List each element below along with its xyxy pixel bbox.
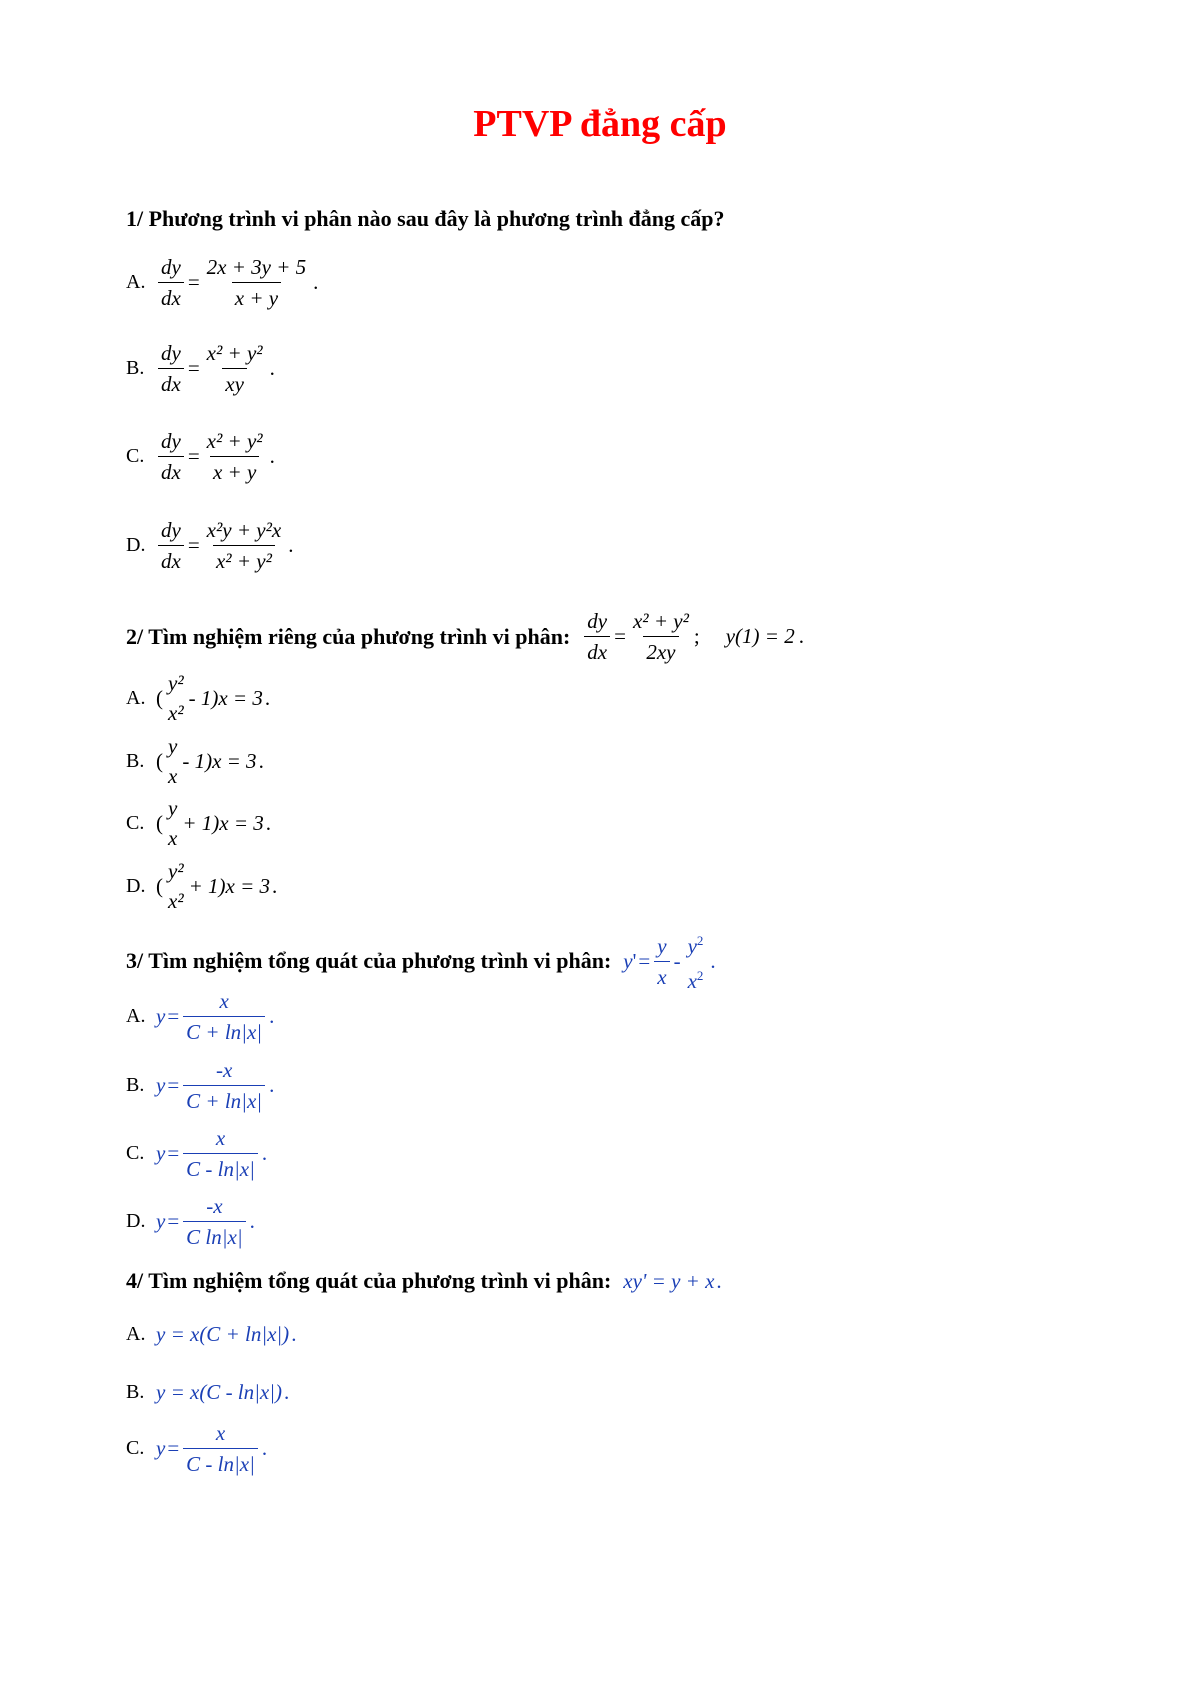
- math-expression: $\frac{dy}{dx}$ = $\frac{\text{x²y + y²x}}{\text{x² + y²}}$ .: [156, 517, 293, 574]
- math-expression: y = $\frac{x}{C - \ln|x|}$ .: [156, 1126, 268, 1181]
- math-expression: y = $\frac{x}{C - \ln|x|}$ .: [156, 1421, 268, 1476]
- question-3: [126, 928, 716, 994]
- q1-option-a: [126, 254, 318, 311]
- option-label: B.: [126, 357, 145, 379]
- q4-option-b: [126, 1380, 289, 1405]
- expression-tail: - 1)x = 3: [188, 685, 263, 710]
- math-expression: y = $\frac{-x}{C + \ln|x|}$ .: [156, 1058, 275, 1113]
- fraction-denominator: C + ln|x|: [183, 1085, 265, 1114]
- option-label: D.: [126, 1210, 146, 1232]
- fraction-numerator: x² + y²: [632, 609, 689, 633]
- math-expression: ( y x + 1)x = 3 .: [156, 796, 271, 850]
- math-expression: y = x(C - ln|x|) .: [156, 1380, 290, 1404]
- expression-text: y = x(C + ln|x|): [156, 1322, 290, 1346]
- fraction-numerator: x²y + y²x: [206, 518, 282, 542]
- fraction-numerator: 2x + 3y + 5: [206, 255, 307, 279]
- math-expression: y = $\frac{x}{C + \ln|x|}$ .: [156, 989, 275, 1044]
- fraction-numerator: -x: [206, 1194, 223, 1218]
- option-label: B.: [126, 1381, 145, 1403]
- q3-option-d: [126, 1193, 255, 1250]
- question-3-text: 3/ Tìm nghiệm tổng quát của phương trình vi phân:: [126, 948, 612, 973]
- math-expression: ( y² x² - 1)x = 3 .: [156, 671, 271, 725]
- fraction-denominator: C ln|x|: [183, 1221, 245, 1250]
- question-2: [126, 608, 804, 665]
- math-expression: $\frac{dy}{dx}$ = $\frac{\text{x² + y²}}{x + y}$ .: [156, 428, 275, 485]
- fraction-denominator: x² + y²: [213, 545, 275, 574]
- q1-option-c: [126, 428, 275, 485]
- q2-option-a: [126, 670, 270, 726]
- q2-option-b: [126, 733, 264, 789]
- question-4-equation: xy' = y + x .: [623, 1268, 722, 1293]
- question-2-text: 2/ Tìm nghiệm riêng của phương trình vi phân:: [126, 623, 571, 649]
- option-label: C.: [126, 1142, 145, 1164]
- fraction-numerator: y: [168, 734, 178, 758]
- fraction-denominator: x: [168, 764, 178, 788]
- math-expression: y = x(C + ln|x|) .: [156, 1322, 297, 1346]
- fraction-numerator: x: [219, 989, 229, 1013]
- fraction-numerator: x: [215, 1421, 226, 1445]
- option-label: A.: [126, 686, 146, 709]
- option-label: A.: [126, 1005, 146, 1027]
- question-4: [126, 1268, 722, 1294]
- fraction-denominator: x: [168, 826, 178, 850]
- option-label: C.: [126, 1437, 145, 1459]
- fraction-denominator: x + y: [210, 456, 259, 485]
- fraction-denominator: x + y: [232, 282, 281, 311]
- q3-option-c: [126, 1125, 267, 1182]
- question-2-equation: $\frac{dy}{dx}$ = $\frac{\text{x² + y²}}{2xy}$ ; y(1) = 2 .: [582, 608, 804, 665]
- math-expression: $\frac{dy}{dx}$ = $\frac{2x + 3y + 5}{x + y}$ .: [156, 254, 318, 311]
- fraction-numerator: y: [168, 796, 178, 820]
- question-3-equation: y ' = $\frac{y}{x}$ - $y^2$ $x^2$ .: [623, 933, 716, 993]
- expression-tail: - 1)x = 3: [182, 748, 257, 773]
- fraction-denominator: x²: [168, 889, 184, 913]
- q2-option-c: [126, 795, 271, 851]
- equation-text: xy' = y + x: [623, 1268, 715, 1293]
- fraction-numerator: x² + y²: [206, 429, 263, 453]
- fraction-denominator: C + ln|x|: [183, 1016, 265, 1045]
- option-label: B.: [126, 1074, 145, 1096]
- q2-option-d: [126, 858, 277, 914]
- fraction-denominator: C - ln|x|: [183, 1448, 258, 1477]
- q3-option-a: [126, 988, 274, 1045]
- page-title: PTVP đẳng cấp: [473, 103, 727, 145]
- option-label: C.: [126, 811, 145, 834]
- q1-option-d: [126, 517, 293, 574]
- fraction-denominator: xy: [222, 368, 247, 397]
- option-label: A.: [126, 1323, 146, 1345]
- fraction-numerator: x² + y²: [206, 341, 263, 365]
- fraction-denominator: 2xy: [643, 636, 678, 665]
- math-expression: y = $\frac{-x}{\text{C ln|x|}}$ .: [156, 1194, 255, 1249]
- question-4-text: 4/ Tìm nghiệm tổng quát của phương trình vi phân:: [126, 1268, 612, 1293]
- fraction-numerator: -x: [215, 1058, 233, 1082]
- initial-condition: y(1) = 2: [725, 624, 795, 648]
- math-expression: ( y x - 1)x = 3 .: [156, 734, 264, 788]
- expression-tail: + 1)x = 3: [188, 873, 271, 898]
- math-expression: $\frac{dy}{dx}$ = $\frac{\text{x² + y²}}{xy}$ .: [156, 340, 275, 397]
- option-label: D.: [126, 874, 146, 897]
- option-label: A.: [126, 271, 146, 293]
- fraction-numerator: y²: [168, 859, 184, 883]
- fraction-numerator: y²: [168, 671, 184, 695]
- option-label: C.: [126, 445, 145, 467]
- math-expression: ( y² x² + 1)x = 3 .: [156, 859, 278, 913]
- q1-option-b: [126, 340, 275, 397]
- option-label: D.: [126, 534, 146, 556]
- expression-tail: + 1)x = 3: [182, 810, 264, 835]
- fraction-numerator: x: [215, 1126, 226, 1150]
- q4-option-c: [126, 1420, 267, 1477]
- q3-option-b: [126, 1057, 274, 1114]
- fraction-denominator: C - ln|x|: [183, 1153, 258, 1182]
- question-1: 1/ Phương trình vi phân nào sau đây là phương trình đẳng cấp?: [126, 206, 725, 231]
- q4-option-a: [126, 1322, 296, 1347]
- expression-text: y = x(C - ln|x|): [156, 1380, 282, 1404]
- option-label: B.: [126, 749, 145, 772]
- fraction-denominator: x²: [168, 701, 184, 725]
